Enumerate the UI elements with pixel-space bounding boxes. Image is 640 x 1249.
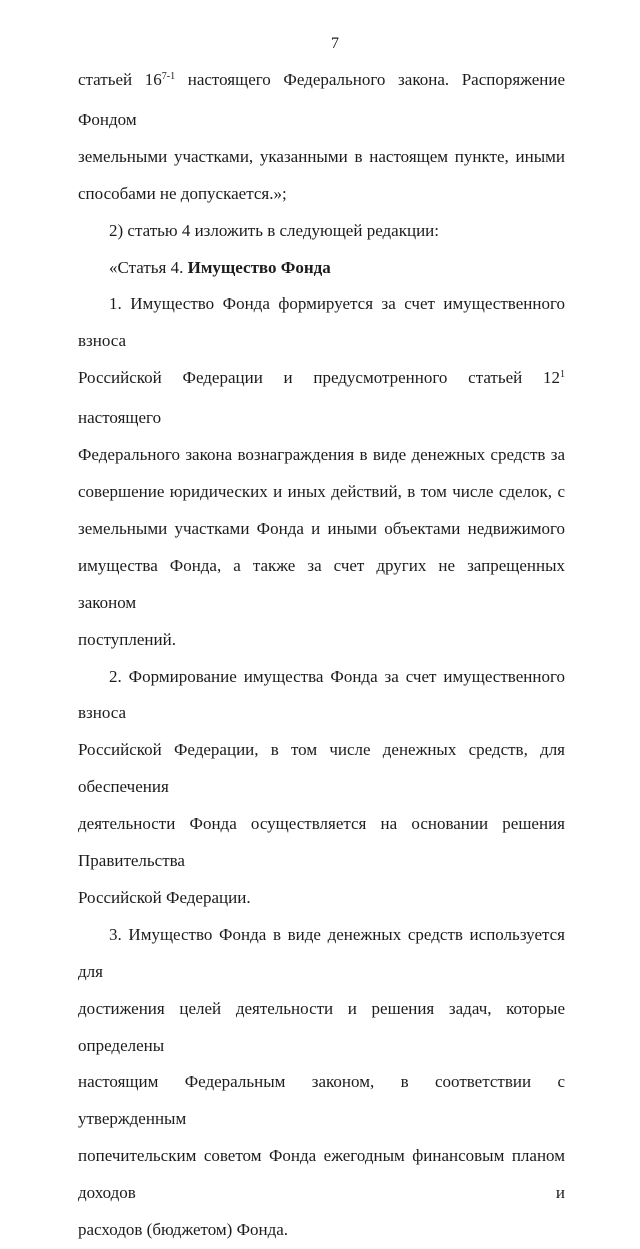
paragraph	[78, 62, 565, 213]
text-segment: расходов (бюджетом) Фонда.	[78, 1220, 289, 1240]
text-segment: совершение юридических и иных действий, в том числе сделок, с	[78, 481, 565, 501]
text-segment: 2. Формирование имущества Фонда за счет имущественного взноса	[78, 666, 565, 723]
text-segment: попечительским советом Фонда ежегодным финансовым планом доходов и	[78, 1146, 565, 1203]
paragraph	[78, 659, 565, 917]
text-segment: поступлений.	[78, 629, 176, 649]
text-line	[78, 1212, 565, 1249]
text-line	[78, 1064, 565, 1138]
text-line	[78, 991, 565, 1065]
paragraph	[78, 250, 565, 287]
text-line	[78, 548, 565, 622]
text-segment: деятельности Фонда осуществляется на основании решения Правительства	[78, 814, 565, 871]
text-line	[78, 880, 565, 917]
text-line	[78, 622, 565, 659]
text-segment: земельными участками, указанными в настоящем пункте, иными	[78, 146, 565, 166]
text-segment: статьей 16	[78, 70, 162, 89]
text-line	[78, 659, 565, 733]
text-segment: имущества Фонда, а также за счет других не запрещенных законом	[78, 555, 565, 612]
text-segment: Федерального закона вознаграждения в виде денежных средств за	[78, 445, 565, 465]
text-segment: настоящего Федерального закона. Распоряжение Фондом	[78, 70, 566, 129]
text-line	[78, 213, 565, 250]
text-line	[78, 511, 565, 548]
text-line	[78, 1138, 565, 1212]
text-segment: 3. Имущество Фонда в виде денежных средств используется для	[78, 924, 565, 981]
text-segment: Российской Федерации.	[78, 887, 251, 907]
text-line	[78, 806, 565, 880]
text-segment: Российской Федерации и предусмотренного статьей 12	[78, 368, 560, 388]
text-segment: 2) статью 4 изложить в следующей редакции:	[109, 220, 439, 240]
text-line	[78, 62, 565, 139]
text-line	[78, 360, 565, 437]
page-number: 7	[331, 35, 339, 52]
text-segment: настоящим Федеральным законом, в соответствии с утвержденным	[78, 1072, 565, 1129]
text-line	[78, 917, 565, 991]
text-segment: способами не допускается.»;	[78, 183, 287, 203]
superscript: 7-1	[161, 70, 176, 82]
text-segment: «Статья 4.	[109, 257, 188, 277]
text-segment: 1. Имущество Фонда формируется за счет имущественного взноса	[78, 294, 565, 351]
text-line	[78, 250, 565, 287]
text-segment: достижения целей деятельности и решения задач, которые определены	[78, 998, 565, 1055]
text-line	[78, 176, 565, 213]
paragraph	[78, 917, 565, 1249]
text-line	[78, 286, 565, 360]
superscript: 1	[560, 368, 565, 380]
text-segment: Российской Федерации, в том числе денежных средств, для обеспечения	[78, 740, 565, 797]
bold-text: Имущество Фонда	[187, 257, 331, 277]
text-line	[78, 437, 565, 474]
document-body	[78, 62, 565, 1249]
text-segment: настоящего	[78, 408, 162, 428]
text-line	[78, 139, 565, 176]
text-line	[78, 474, 565, 511]
paragraph	[78, 213, 565, 250]
text-line	[78, 732, 565, 806]
paragraph	[78, 286, 565, 658]
text-segment: земельными участками Фонда и иными объектами недвижимого	[78, 518, 565, 538]
